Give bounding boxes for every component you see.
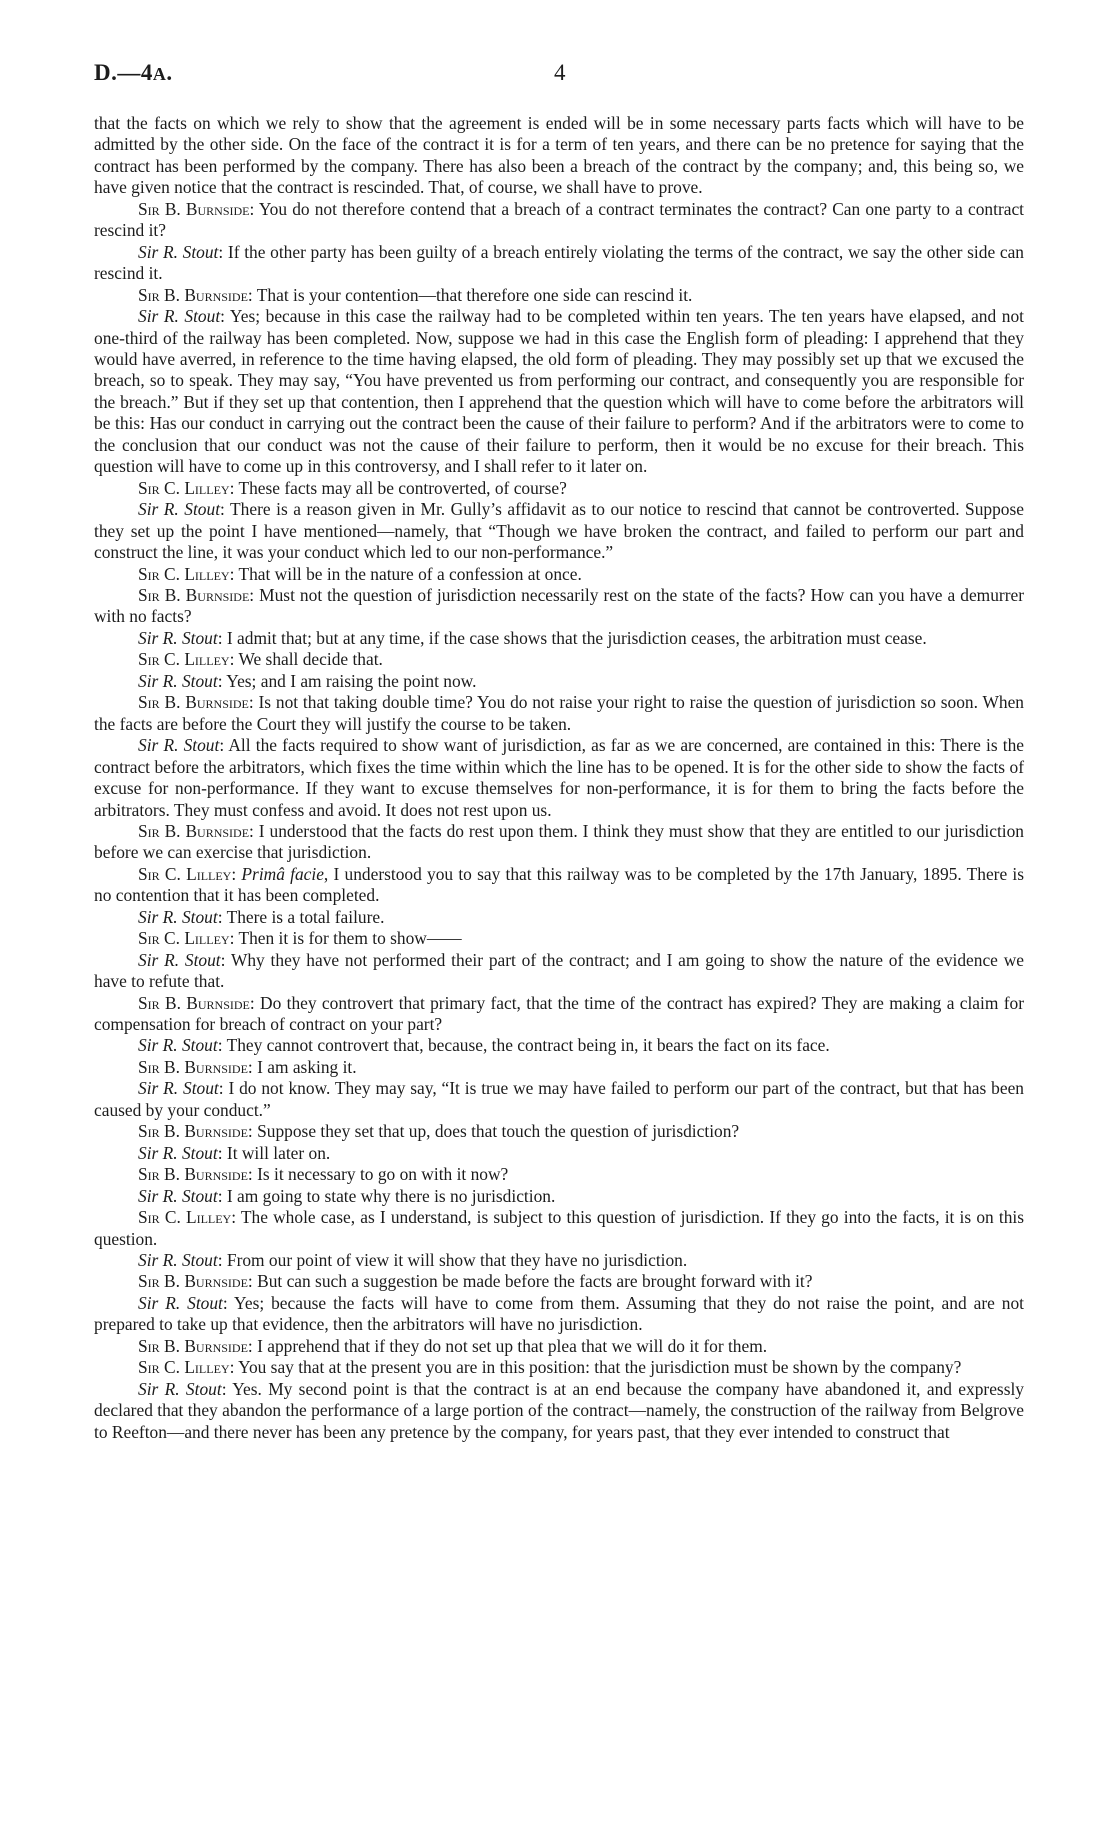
transcript-paragraph bbox=[94, 1143, 1024, 1164]
speaker-name: Sir R. Stout bbox=[138, 1292, 223, 1313]
paragraph-text: : That is your contention—that therefore one side can rescind it. bbox=[247, 284, 693, 305]
paragraph-text: : I am asking it. bbox=[247, 1056, 357, 1077]
transcript-paragraph bbox=[94, 499, 1024, 563]
paragraph-text: : There is a total failure. bbox=[217, 906, 385, 927]
paragraph-text: : They cannot controvert that, because, the contract being in, it bears the fact on its face. bbox=[217, 1035, 830, 1056]
transcript-paragraph bbox=[94, 1207, 1024, 1250]
speaker-name: Sir R. Stout bbox=[138, 627, 218, 648]
speaker-name: Sir R. Stout bbox=[138, 906, 218, 927]
speaker-name: Sir C. Lilley bbox=[138, 563, 230, 584]
paragraph-text: : Yes. My second point is that the contract is at an end because the company have abandoned it, and expressly declared that they abandon the performance of a large portion of the contract—namely, the construction of the railway from Belgrove to Reefton—and there never has been any pretence by the company, for years past, that they ever intended to construct that bbox=[94, 1378, 1024, 1442]
paragraph-text: : We shall decide that. bbox=[229, 649, 383, 670]
paragraph-text: : You say that at the present you are in this position: that the jurisdiction must be shown by the company? bbox=[229, 1357, 962, 1378]
paragraph-text: : Yes; because the facts will have to come from them. Assuming that they do not raise the point, and are not prepared to take up that evidence, then the arbitrators will have no jurisdiction. bbox=[94, 1292, 1024, 1335]
paragraph-text: , I understood you to say that this railway was to be completed by the 17th January, 1895. There is no contention that it has been completed. bbox=[94, 863, 1025, 906]
paragraph-text: : If the other party has been guilty of a breach entirely violating the terms of the contract, we say the other side can rescind it. bbox=[94, 241, 1024, 284]
transcript-paragraph bbox=[94, 1293, 1024, 1336]
document-reference bbox=[94, 60, 173, 86]
speaker-name: Sir R. Stout bbox=[138, 306, 221, 327]
paragraph-text: : Must not the question of jurisdiction necessarily rest on the state of the facts? How can you have a demurrer with no facts? bbox=[94, 584, 1024, 627]
transcript-paragraph bbox=[94, 993, 1024, 1036]
transcript-paragraph bbox=[94, 113, 1024, 199]
speaker-name: Sir C. Lilley bbox=[138, 477, 230, 498]
speaker-name: Sir B. Burnside bbox=[138, 1335, 248, 1356]
speaker-name: Sir R. Stout bbox=[138, 1378, 222, 1399]
paragraph-text: : I do not know. They may say, “It is true we may have failed to perform our part of the contract, but that has been caused by your conduct.” bbox=[94, 1078, 1024, 1120]
latin-phrase: Primâ facie bbox=[241, 863, 324, 884]
speaker-name: Sir B. Burnside bbox=[138, 1056, 248, 1077]
speaker-name: Sir B. Burnside bbox=[138, 1164, 248, 1185]
paragraph-text: : There is a reason given in Mr. Gully’s affidavit as to our notice to rescind that cannot be controverted. Suppose they set up the point I have mentioned—namely, that “Though we have broken the contract, and failed to perform our part and construct the line, it was your conduct which led to our non-performance.” bbox=[94, 499, 1024, 563]
speaker-colon: : bbox=[231, 863, 242, 884]
speaker-name: Sir R. Stout bbox=[138, 241, 219, 262]
paragraph-text: that the facts on which we rely to show that the agreement is ended will be in some necessary parts facts which will have to be admitted by the other side. On the face of the contract it is for a term of ten years, and there can be no pretence for saying that the contract has been performed by the company. There has also been a breach of the contract by the company; and, this being so, we have given notice that the contract is rescinded. That, of course, we shall have to prove. bbox=[94, 113, 1024, 198]
transcript-paragraph bbox=[94, 1357, 1024, 1378]
speaker-name: Sir C. Lilley bbox=[138, 649, 230, 670]
transcript-paragraph bbox=[94, 478, 1024, 499]
speaker-name: Sir B. Burnside bbox=[138, 1271, 248, 1292]
transcript-paragraph bbox=[94, 928, 1024, 949]
speaker-name: Sir C. Lilley bbox=[138, 1207, 232, 1228]
paragraph-text: : Then it is for them to show—— bbox=[229, 928, 462, 949]
paragraph-text: : Is not that taking double time? You do not raise your right to raise the question of jurisdiction so soon. When the facts are before the Court they will justify the course to be taken. bbox=[94, 692, 1024, 734]
speaker-name: Sir R. Stout bbox=[138, 1250, 218, 1271]
transcript-paragraph bbox=[94, 907, 1024, 928]
transcript-paragraph bbox=[94, 821, 1024, 864]
speaker-name: Sir C. Lilley bbox=[138, 1357, 230, 1378]
speaker-name: Sir B. Burnside bbox=[138, 992, 250, 1013]
speaker-name: Sir B. Burnside bbox=[138, 1121, 248, 1142]
transcript-paragraph bbox=[94, 1271, 1024, 1292]
paragraph-text: : But can such a suggestion be made before the facts are brought forward with it? bbox=[247, 1271, 813, 1292]
transcript-paragraph bbox=[94, 1035, 1024, 1056]
transcript-paragraph bbox=[94, 735, 1024, 821]
speaker-name: Sir R. Stout bbox=[138, 499, 221, 520]
transcript-paragraph bbox=[94, 950, 1024, 993]
transcript-paragraph bbox=[94, 628, 1024, 649]
speaker-name: Sir R. Stout bbox=[138, 1185, 218, 1206]
transcript-paragraph bbox=[94, 1336, 1024, 1357]
transcript-paragraph bbox=[94, 671, 1024, 692]
transcript-paragraph bbox=[94, 864, 1024, 907]
transcript-paragraph bbox=[94, 692, 1024, 735]
speaker-name: Sir R. Stout bbox=[138, 1035, 218, 1056]
speaker-name: Sir B. Burnside bbox=[138, 584, 250, 605]
paragraph-text: : These facts may all be controverted, of course? bbox=[229, 477, 567, 498]
paragraph-text: : Is it necessary to go on with it now? bbox=[247, 1164, 509, 1185]
transcript-paragraph bbox=[94, 649, 1024, 670]
transcript-paragraph bbox=[94, 1379, 1024, 1443]
paragraph-text: : I admit that; but at any time, if the case shows that the jurisdiction ceases, the arbitration must cease. bbox=[217, 627, 927, 648]
speaker-name: Sir C. Lilley bbox=[138, 863, 232, 884]
transcript-paragraph bbox=[94, 585, 1024, 628]
document-reference-main: D.—4 bbox=[94, 60, 153, 85]
speaker-name: Sir R. Stout bbox=[138, 1078, 219, 1099]
speaker-name: Sir B. Burnside bbox=[138, 198, 250, 219]
paragraph-text: : I apprehend that if they do not set up that plea that we will do it for them. bbox=[247, 1335, 768, 1356]
speaker-name: Sir B. Burnside bbox=[138, 692, 249, 713]
speaker-name: Sir B. Burnside bbox=[138, 820, 250, 841]
paragraph-text: : I understood that the facts do rest upon them. I think they must show that they are entitled to our jurisdiction before we can exercise that jurisdiction. bbox=[94, 820, 1024, 863]
transcript-paragraph bbox=[94, 199, 1024, 242]
speaker-name: Sir R. Stout bbox=[138, 735, 220, 756]
speaker-name: Sir R. Stout bbox=[138, 1142, 218, 1163]
paragraph-text: : Yes; because in this case the railway had to be completed within ten years. The ten years have elapsed, and not one-third of the railway has been completed. Now, suppose we had in this case the English form of pleading: I apprehend that they would have averred, in reference to the time having elapsed, the old form of pleading. They may possibly set up that we excused the breach, so to speak. They may say, “You have prevented us from performing our contract, and consequently you are responsible for the breach.” But if they set up that contention, then I apprehend that the question which will have to come before the arbitrators will be this: Has our conduct in carrying out the contract been the cause of their failure to perform? And if the arbitrators were to come to the conclusion that our conduct was not the cause of their failure to perform, then it would be no excuse for their breach. This question will have to come up in this controversy, and I shall refer to it later on. bbox=[94, 306, 1024, 477]
paragraph-text: : Why they have not performed their part of the contract; and I am going to show the nature of the evidence we have to refute that. bbox=[94, 949, 1024, 992]
transcript-paragraph bbox=[94, 1250, 1024, 1271]
paragraph-text: : You do not therefore contend that a breach of a contract terminates the contract? Can one party to a contract rescind it? bbox=[94, 198, 1025, 241]
speaker-name: Sir C. Lilley bbox=[138, 928, 230, 949]
transcript-body bbox=[94, 113, 1024, 1443]
transcript-paragraph bbox=[94, 1078, 1024, 1121]
document-reference-sub: A bbox=[152, 64, 167, 84]
transcript-paragraph bbox=[94, 1164, 1024, 1185]
page-number: 4 bbox=[554, 60, 566, 85]
transcript-paragraph bbox=[94, 242, 1024, 285]
paragraph-text: : From our point of view it will show that they have no jurisdiction. bbox=[217, 1250, 688, 1271]
speaker-name: Sir R. Stout bbox=[138, 949, 221, 970]
transcript-paragraph bbox=[94, 285, 1024, 306]
paragraph-text: : It will later on. bbox=[217, 1142, 331, 1163]
document-reference-end: . bbox=[166, 60, 173, 85]
paragraph-text: : All the facts required to show want of jurisdiction, as far as we are concerned, are contained in this: There is the contract before the arbitrators, which fixes the time within which the line has to be opened. It is for the other side to show the facts of excuse for non-performance. If they want to excuse themselves for non-performance, it is for them to bring the facts before the arbitrators. They must confess and avoid. It does not rest upon us. bbox=[94, 735, 1024, 820]
paragraph-text: : That will be in the nature of a confession at once. bbox=[229, 563, 582, 584]
paragraph-text: : Do they controvert that primary fact, that the time of the contract has expired? They are making a claim for compensation for breach of contract on your part? bbox=[94, 992, 1024, 1035]
paragraph-text: : Yes; and I am raising the point now. bbox=[217, 670, 477, 691]
transcript-paragraph bbox=[94, 1121, 1024, 1142]
paragraph-text: : The whole case, as I understand, is subject to this question of jurisdiction. If they go into the facts, it is on this question. bbox=[94, 1207, 1024, 1249]
speaker-name: Sir R. Stout bbox=[138, 670, 218, 691]
transcript-paragraph bbox=[94, 1057, 1024, 1078]
transcript-paragraph bbox=[94, 1186, 1024, 1207]
paragraph-text: : Suppose they set that up, does that touch the question of jurisdiction? bbox=[247, 1121, 740, 1142]
paragraph-text: : I am going to state why there is no jurisdiction. bbox=[217, 1185, 556, 1206]
transcript-paragraph bbox=[94, 564, 1024, 585]
speaker-name: Sir B. Burnside bbox=[138, 284, 248, 305]
transcript-paragraph bbox=[94, 306, 1024, 478]
